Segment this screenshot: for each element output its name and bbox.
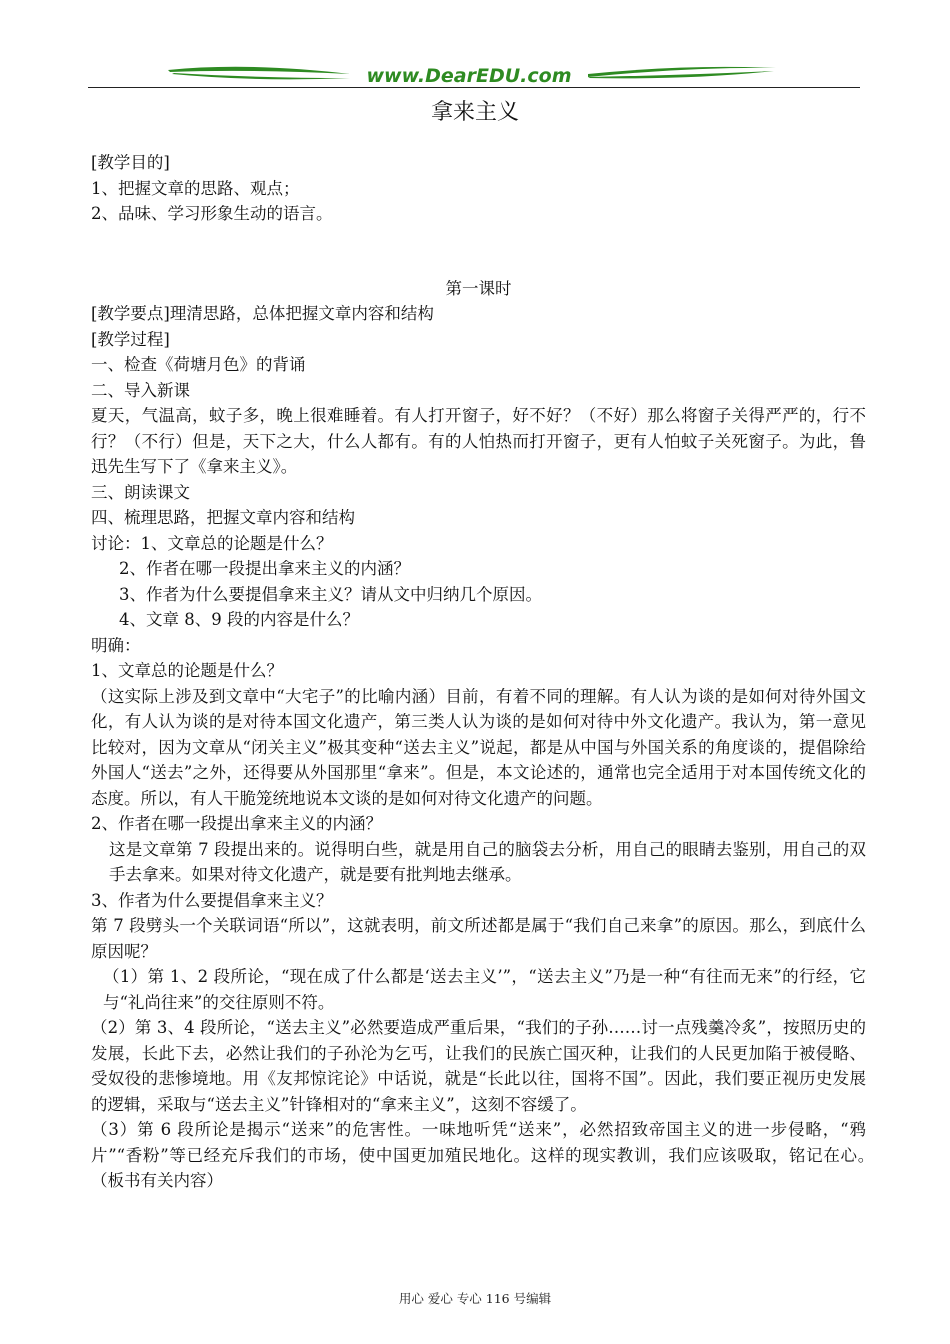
discussion-item: 4、文章 8、9 段的内容是什么？ [119,610,359,629]
step-2: 二、导入新课 [91,380,190,400]
lesson-label: 第一课时 [445,278,512,298]
step-3: 三、朗读课文 [91,482,190,502]
spacer [91,227,866,276]
page-footer: 用心 爱心 专心 116 号编辑 [398,1291,552,1306]
question-3: 3、作者为什么要提倡拿来主义？ [91,890,333,910]
clarify-label: 明确： [91,635,141,655]
answer-1: （这实际上涉及到文章中“大宅子”的比喻内涵）目前，有着不同的理解。有人认为谈的是如何对待外国文化，有人认为谈的是对待本国文化遗产，第三类人认为谈的是如何对待中外文化遗产。我认为，第一意见比较对，因为文章从“闭关主义”极其变种“送去主义”说起，都是从中国与外国关系的角度谈的，提倡除给外国人“送去”之外，还得要从外国那里“拿来”。但是，本文论述的，通常也完全适用于对本国传统文化的态度。所以，有人干脆笼统地说本文谈的是如何对待文化遗产的问题。 [91,686,866,808]
discussion-first: 讨论：1、文章总的论题是什么？ [91,533,333,553]
objective-item: 2、品味、学习形象生动的语言。 [91,204,333,223]
step-1: 一、检查《荷塘月色》的背诵 [91,355,306,374]
answer-2: 这是文章第 7 段提出来的。说得明白些，就是用自己的脑袋去分析，用自己的眼睛去鉴别，用自己的双手去拿来。如果对待文化遗产，就是要有批判地去继承。 [109,839,866,884]
document-body [91,150,883,1194]
question-2: 2、作者在哪一段提出拿来主义的内涵？ [91,814,382,833]
discussion-item: 2、作者在哪一段提出拿来主义的内涵？ [119,559,410,578]
keypoints: [教学要点]理清思路，总体把握文章内容和结构 [91,304,434,323]
intro-paragraph: 夏天，气温高，蚊子多，晚上很难睡着。有人打开窗子，好不好？（不好）那么将窗子关得严严的，行不行？（不行）但是，天下之大，什么人都有。有的人怕热而打开窗子，更有人怕蚊子关死窗子。为此，鲁迅先生写下了《拿来主义》。 [91,406,866,476]
logo-text: www.DearEDU.com [366,65,572,87]
reason-3: （3）第 6 段所论是揭示“送来”的危害性。一味地听凭“送来”，必然招致帝国主义的进一步侵略，“鸦片”“香粉”等已经充斥我们的市场，使中国更加殖民地化。这样的现实教训，我们应该吸取，铭记在心。 （板书有关内容） [91,1120,883,1190]
question-1: 1、文章总的论题是什么？ [91,661,283,680]
process-heading: [教学过程] [91,329,170,349]
reason-1: （1）第 1、2 段所论，“现在成了什么都是‘送去主义’”，“送去主义”乃是一种“有往而无来”的行经，它与“礼尚往来”的交往原则不符。 [103,967,866,1012]
page-title: 拿来主义 [430,100,519,125]
header-rule [88,87,860,88]
reason-2: （2）第 3、4 段所论，“送去主义”必然要造成严重后果，“我们的子孙……讨一点残羹冷炙”，按照历史的发展，长此下去，必然让我们的子孙沦为乞丐，让我们的民族亡国灭种，让我们的人民更加陷于被侵略、受奴役的悲惨境地。用《友邦惊诧论》中话说，就是“长此以往，国将不国”。因此，我们要正视历史发展的逻辑，采取与“送去主义”针锋相对的“拿来主义”，这刻不容缓了。 [91,1018,866,1114]
objective-item: 1、把握文章的思路、观点； [91,178,300,198]
discussion-item: 3、作者为什么要提倡拿来主义？请从文中归纳几个原因。 [119,584,542,604]
step-4: 四、梳理思路，把握文章内容和结构 [91,508,355,527]
answer-3-intro: 第 7 段劈头一个关联词语“所以”，这就表明，前文所述都是属于“我们自己来拿”的原因。那么，到底什么原因呢？ [91,916,866,961]
objectives-heading: [教学目的] [91,153,170,172]
